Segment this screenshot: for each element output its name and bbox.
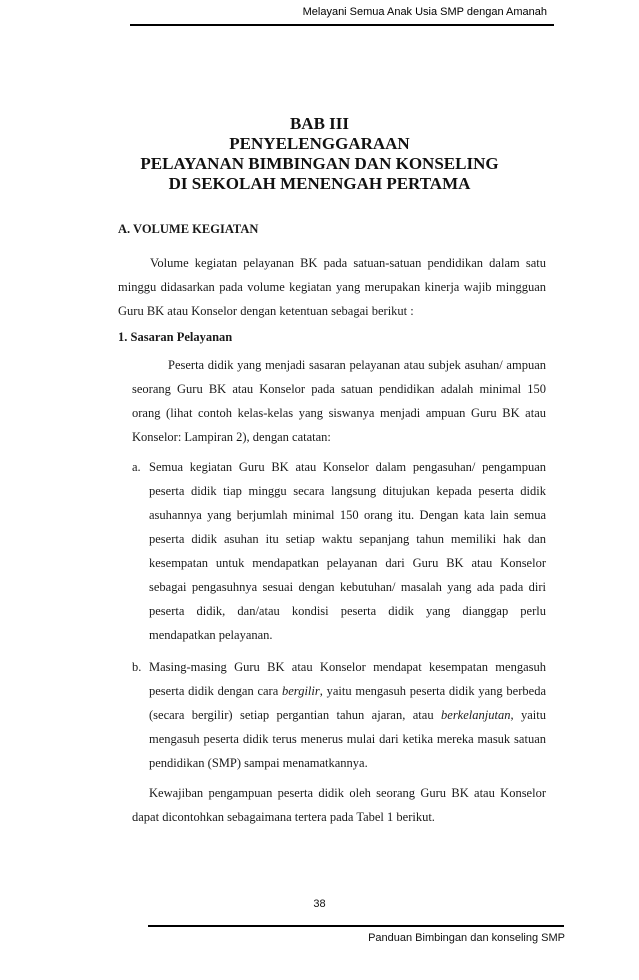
subsection-heading: 1. Sasaran Pelayanan <box>118 330 233 344</box>
paragraph-line: minggu didasarkan pada volume kegiatan yang merupakan kinerja wajib mingguan <box>118 280 546 294</box>
list-item-line: Semua kegiatan Guru BK atau Konselor dalam pengasuhan/ pengampuan <box>149 460 546 474</box>
paragraph-line: Guru BK atau Konselor dengan ketentuan sebagai berikut : <box>118 304 414 318</box>
running-header: Melayani Semua Anak Usia SMP dengan Amanah <box>302 6 547 18</box>
page-number: 38 <box>313 898 326 910</box>
paragraph-line: orang (lihat contoh kelas-kelas yang siswanya menjadi ampuan Guru BK atau <box>132 406 546 420</box>
chapter-title-line: PENYELENGGARAAN <box>229 134 410 153</box>
paragraph-line: Kewajiban pengampuan peserta didik oleh seorang Guru BK atau Konselor <box>149 786 546 800</box>
list-item-line <box>149 684 546 699</box>
text-run: , yaitu mengasuh peserta didik yang berbeda <box>319 684 546 698</box>
section-heading: A. VOLUME KEGIATAN <box>118 222 259 236</box>
list-item-line: mengasuh peserta didik terus menerus mulai dari ketika mereka masuk satuan <box>149 732 546 746</box>
text-run: (secara bergilir) setiap pergantian tahun ajaran, atau <box>149 708 442 722</box>
emphasis-text: bergilir <box>282 684 320 698</box>
running-footer: Panduan Bimbingan dan konseling SMP <box>368 932 565 944</box>
list-item-line: pendidikan (SMP) sampai menamatkannya. <box>149 756 368 770</box>
footer-rule <box>148 925 564 927</box>
list-item-line: peserta didik tiap minggu secara langsung ditujukan kepada peserta didik <box>149 484 546 498</box>
list-item-line: asuhannya yang berjumlah minimal 150 orang itu. Dengan kata lain semua <box>149 508 546 522</box>
paragraph-line: seorang Guru BK atau Konselor pada satuan pendidikan adalah minimal 150 <box>132 382 546 396</box>
header-rule <box>130 24 554 26</box>
paragraph-line: Peserta didik yang menjadi sasaran pelayanan atau subjek asuhan/ ampuan <box>168 358 546 372</box>
list-marker: b. <box>132 660 142 674</box>
chapter-title <box>0 114 639 194</box>
paragraph-line: Volume kegiatan pelayanan BK pada satuan-satuan pendidikan dalam satu <box>150 256 546 270</box>
list-marker: a. <box>132 460 141 474</box>
emphasis-text: berkelanjutan, <box>441 708 514 722</box>
list-item-line: mendapatkan pelayanan. <box>149 628 273 642</box>
chapter-number: BAB III <box>289 114 350 133</box>
list-item-line <box>149 708 546 723</box>
chapter-title-line: PELAYANAN BIMBINGAN DAN KONSELING <box>140 154 499 173</box>
paragraph-line: Konselor: Lampiran 2), dengan catatan: <box>132 430 331 444</box>
list-item-line: peserta didik, dan/atau kondisi peserta didik yang dianggap perlu <box>149 604 546 618</box>
paragraph-line: dapat dicontohkan sebagaimana tertera pada Tabel 1 berikut. <box>132 810 435 824</box>
chapter-title-line: DI SEKOLAH MENENGAH PERTAMA <box>168 174 471 193</box>
list-item-line: kesempatan untuk mendapatkan pelayanan dari Guru BK atau Konselor <box>149 556 546 570</box>
list-item-line: peserta didik asuhan itu setiap waktu sepanjang tahun memiliki hak dan <box>149 532 546 546</box>
text-run: yaitu <box>513 708 546 722</box>
list-item-line: sebagai pengasuhnya sesuai dengan kebutuhan/ masalah yang ada pada diri <box>149 580 546 594</box>
list-item-line: Masing-masing Guru BK atau Konselor mendapat kesempatan mengasuh <box>149 660 546 674</box>
text-run: peserta didik dengan cara <box>149 684 282 698</box>
